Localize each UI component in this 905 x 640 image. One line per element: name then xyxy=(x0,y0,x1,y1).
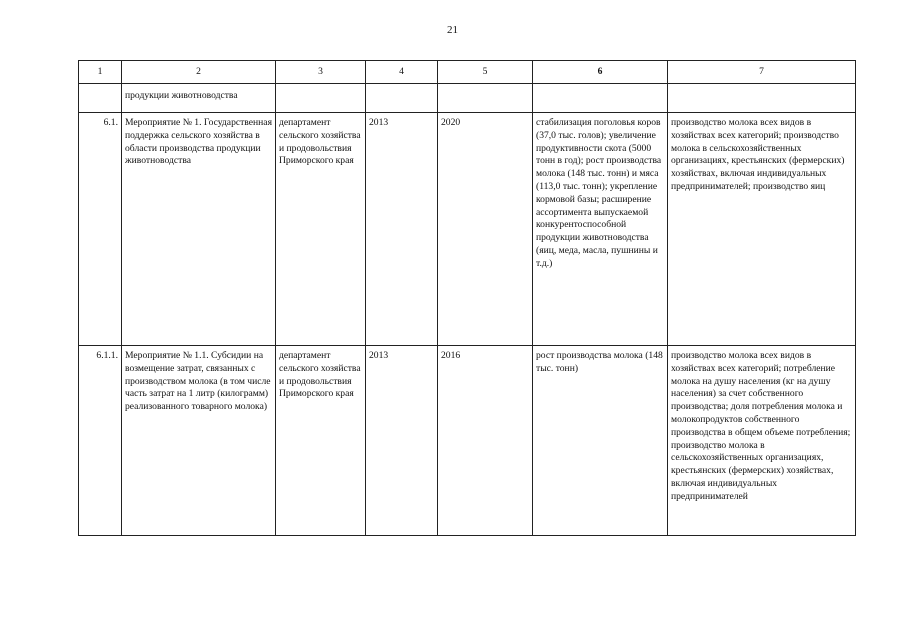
col-header-6: 6 xyxy=(533,61,668,84)
measure-name: Мероприятие № 1. Государственная поддержка сельского хозяйства в области производства продукции животноводства xyxy=(122,113,276,346)
col-header-7: 7 xyxy=(668,61,856,84)
measure-number: 6.1.1. xyxy=(79,346,122,536)
program-measures-table xyxy=(78,60,856,536)
measure-end-year: 2020 xyxy=(438,113,533,346)
measure-name: Мероприятие № 1.1. Субсидии на возмещение затрат, связанных с производством молока (в том числе часть затрат на 1 литр (килограмм) реализованного товарного молока) xyxy=(122,346,276,536)
col-header-1: 1 xyxy=(79,61,122,84)
measure-expected-result: стабилизация поголовья коров (37,0 тыс. голов); увеличение продуктивности скота (5000 тонн в год); рост производства молока (148 тыс. тонн) и мяса (113,0 тыс. тонн); укрепление кормовой базы; расширение ассортимента выпускаемой конкурентоспособной продукции животноводства (яиц, меда, масла, пушнины и т.д.) xyxy=(533,113,668,346)
measure-indicators: производство молока всех видов в хозяйствах всех категорий; производство молока в сельскохозяйственных организациях, крестьянских (фермерских) хозяйствах, включая индивидуальных предпринимателей; производство яиц xyxy=(668,113,856,346)
column-number-row xyxy=(79,61,856,84)
col-header-5: 5 xyxy=(438,61,533,84)
section-continuation-row xyxy=(79,84,856,113)
section-title-cell: продукции животноводства xyxy=(122,84,276,113)
measure-start-year: 2013 xyxy=(366,113,438,346)
col-header-2: 2 xyxy=(122,61,276,84)
col-header-3: 3 xyxy=(276,61,366,84)
measure-executor: департамент сельского хозяйства и продовольствия Приморского края xyxy=(276,113,366,346)
measure-end-year: 2016 xyxy=(438,346,533,536)
measure-indicators: производство молока всех видов в хозяйствах всех категорий; потребление молока на душу населения (кг на душу населения) за счет собственного производства; доля потребления молока и молокопродуктов собственного производства в общем объеме потребления; производство молока в сельскохозяйственных организациях, крестьянских (фермерских) хозяйствах, включая индивидуальных предпринимателей xyxy=(668,346,856,536)
col-header-4: 4 xyxy=(366,61,438,84)
measure-start-year: 2013 xyxy=(366,346,438,536)
measure-number: 6.1. xyxy=(79,113,122,346)
measure-executor: департамент сельского хозяйства и продовольствия Приморского края xyxy=(276,346,366,536)
table-row xyxy=(79,346,856,536)
section-num-cell xyxy=(79,84,122,113)
page-number: 21 xyxy=(447,24,458,36)
table-row xyxy=(79,113,856,346)
measure-expected-result: рост производства молока (148 тыс. тонн) xyxy=(533,346,668,536)
